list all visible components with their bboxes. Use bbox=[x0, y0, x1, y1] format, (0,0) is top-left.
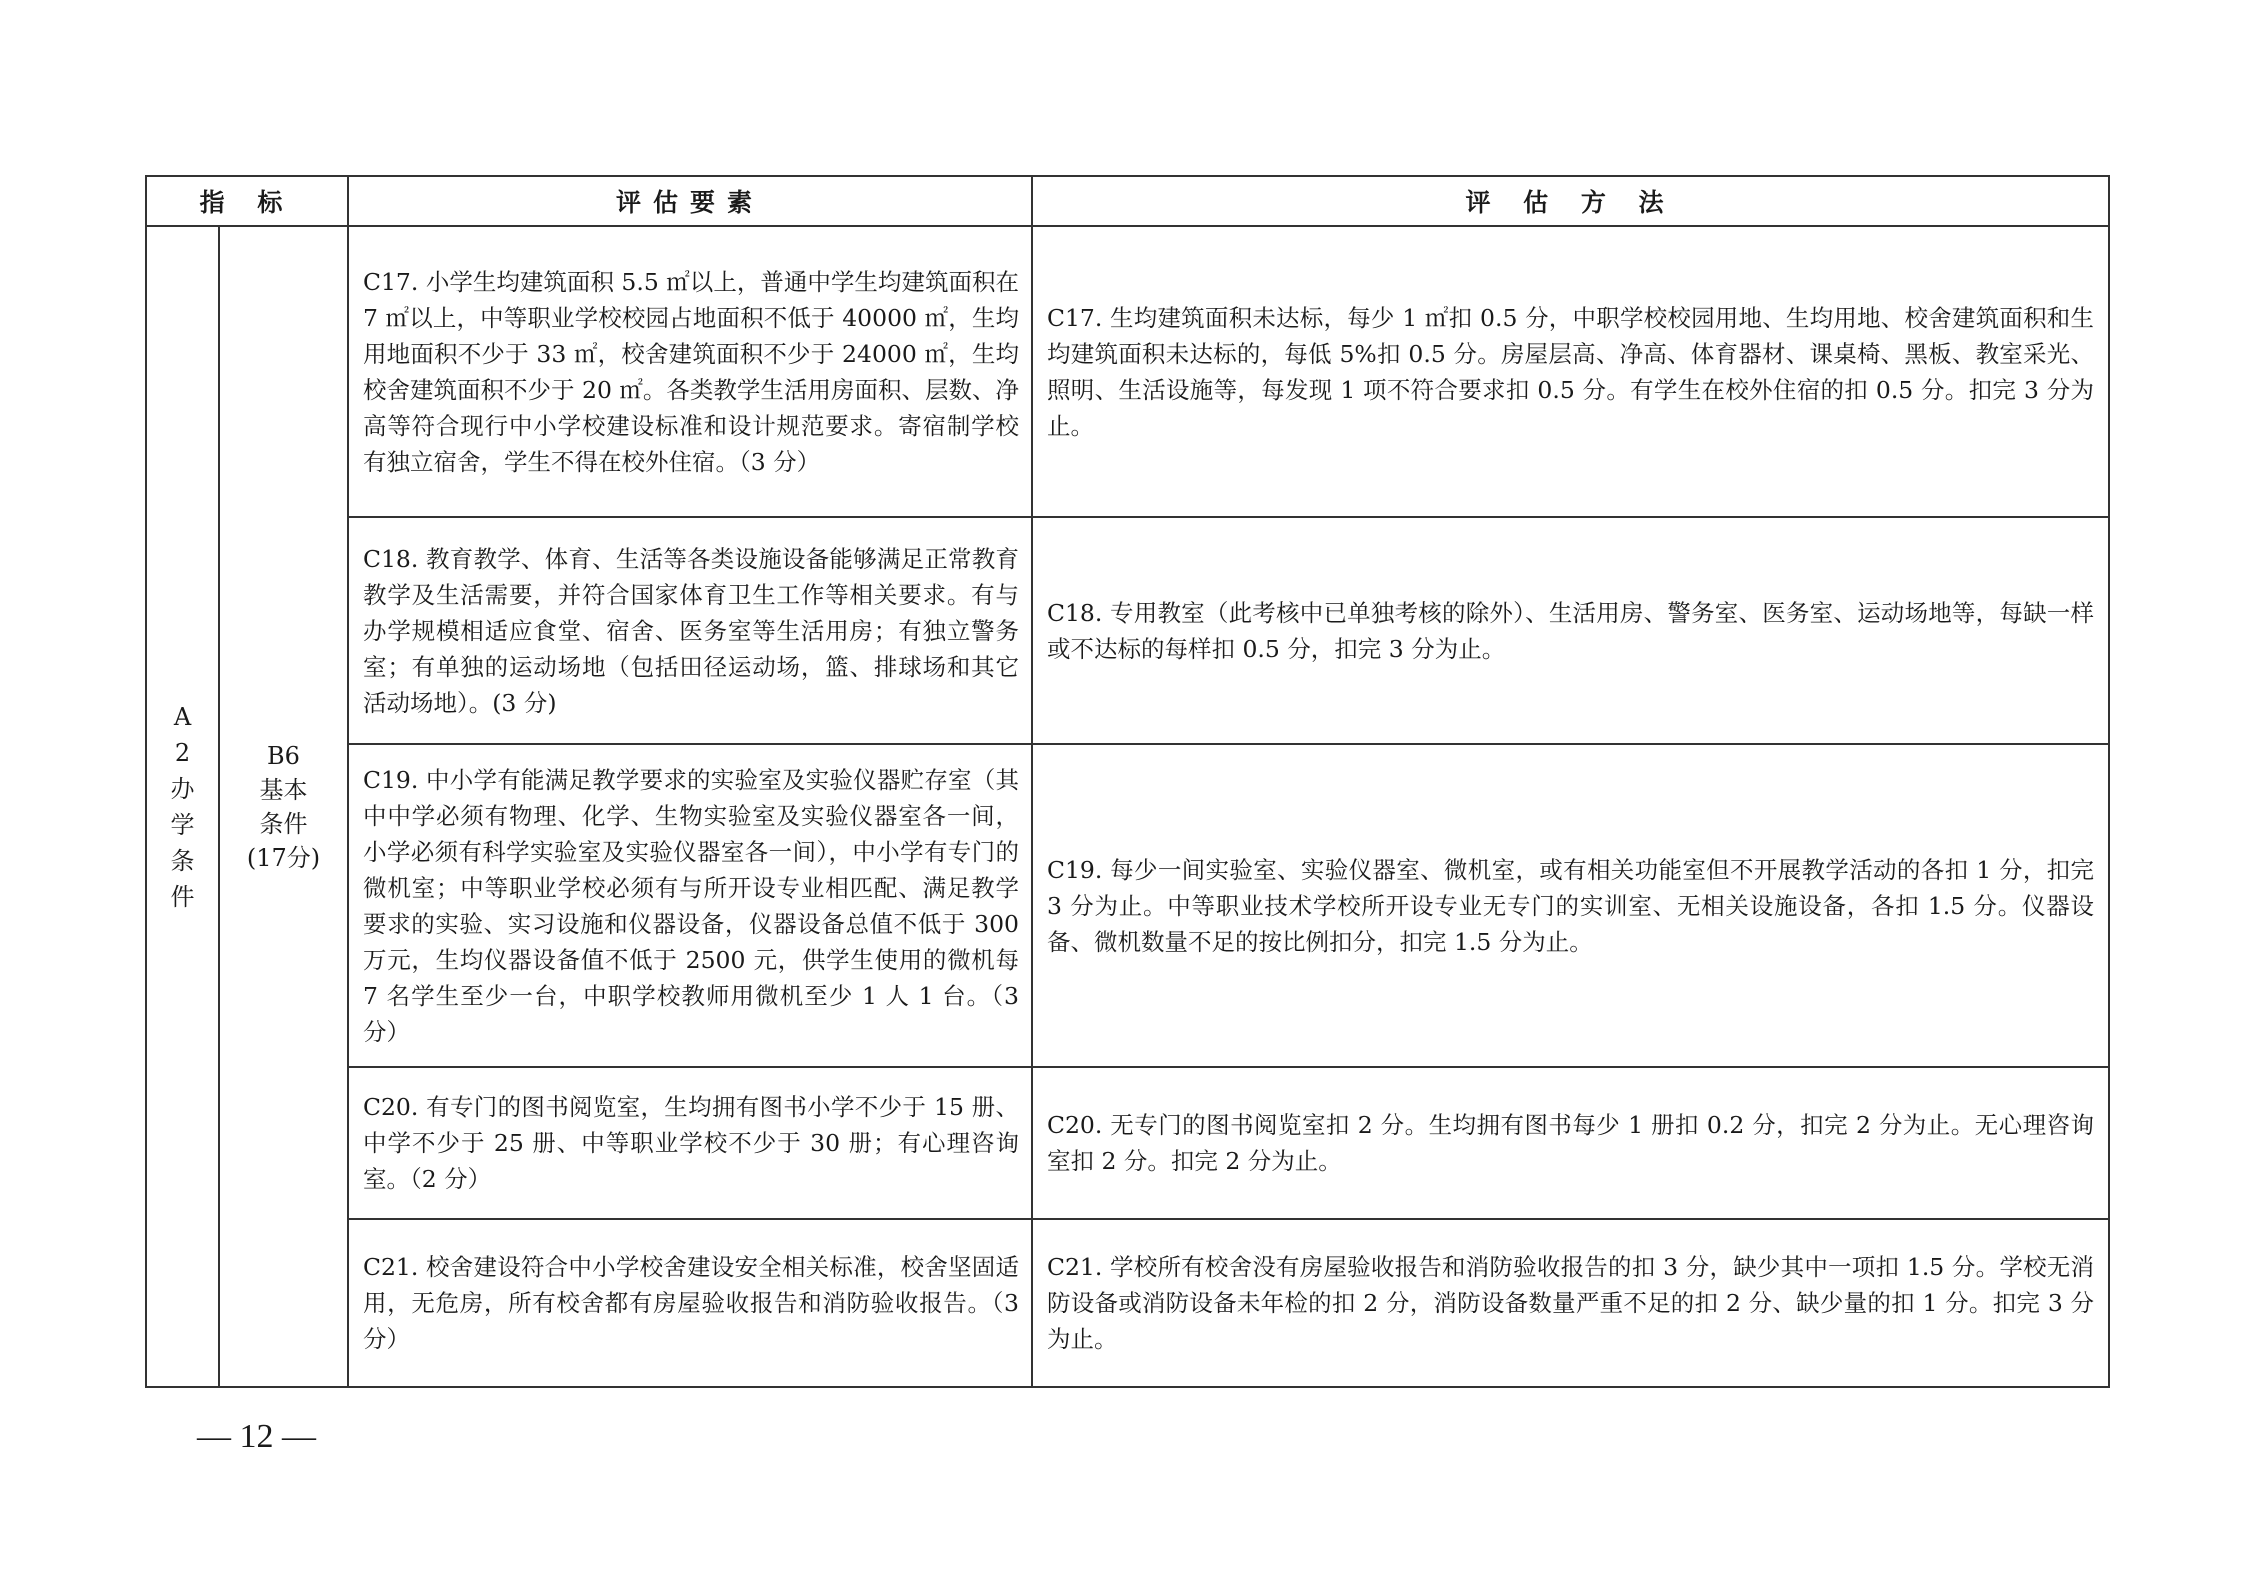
method-c19: C19. 每少一间实验室、实验仪器室、微机室，或有相关功能室但不开展教学活动的各扣 1 分，扣完 3 分为止。中等职业技术学校所开设专业无专门的实训室、无相关设施设备，各扣 1.5 分。仪器设备、微机数量不足的按比例扣分，扣完 1.5 分为止。 bbox=[1032, 744, 2109, 1067]
table-row bbox=[146, 744, 2109, 1067]
evaluation-table bbox=[145, 175, 2110, 1388]
method-c21: C21. 学校所有校舍没有房屋验收报告和消防验收报告的扣 3 分，缺少其中一项扣 1.5 分。学校无消防设备或消防设备未年检的扣 2 分，消防设备数量严重不足的扣 2 分、缺少量的扣 1 分。扣完 3 分为止。 bbox=[1032, 1219, 2109, 1387]
level-b-code: B6 bbox=[267, 741, 300, 770]
table-row bbox=[146, 517, 2109, 744]
header-elements: 评估要素 bbox=[348, 176, 1032, 226]
table-header-row bbox=[146, 176, 2109, 226]
level-a-cell bbox=[146, 226, 219, 1387]
header-method: 评 估 方 法 bbox=[1032, 176, 2109, 226]
table-row bbox=[146, 1067, 2109, 1219]
element-c18: C18. 教育教学、体育、生活等各类设施设备能够满足正常教育教学及生活需要，并符合国家体育卫生工作等相关要求。有与办学规模相适应食堂、宿舍、医务室等生活用房；有独立警务室；有单独的运动场地（包括田径运动场，篮、排球场和其它活动场地）。(3 分) bbox=[348, 517, 1032, 744]
element-c17: C17. 小学生均建筑面积 5.5 ㎡以上，普通中学生均建筑面积在 7 ㎡以上，中等职业学校校园占地面积不低于 40000 ㎡，生均用地面积不少于 33 ㎡，校舍建筑面积不少于 24000 ㎡，生均校舍建筑面积不少于 20 ㎡。各类教学生活用房面积、层数、净高等符合现行中小学校建设标准和设计规范要求。寄宿制学校有独立宿舍，学生不得在校外住宿。（3 分） bbox=[348, 226, 1032, 517]
level-b-score: (17分) bbox=[246, 843, 321, 872]
page-number: — 12 — bbox=[197, 1418, 316, 1455]
element-c21: C21. 校舍建设符合中小学校舍建设安全相关标准，校舍坚固适用，无危房，所有校舍都有房屋验收报告和消防验收报告。（3 分） bbox=[348, 1219, 1032, 1387]
level-b-name-line2: 条件 bbox=[259, 809, 308, 838]
element-c19: C19. 中小学有能满足教学要求的实验室及实验仪器贮存室（其中中学必须有物理、化学、生物实验室及实验仪器室各一间，小学必须有科学实验室及实验仪器室各一间），中小学有专门的微机室；中等职业学校必须有与所开设专业相匹配、满足教学要求的实验、实习设施和仪器设备，仪器设备总值不低于 300 万元，生均仪器设备值不低于 2500 元，供学生使用的微机每 7 名学生至少一台，中职学校教师用微机至少 1 人 1 台。（3 分） bbox=[348, 744, 1032, 1067]
level-a-label: A2办学条件 bbox=[170, 702, 195, 911]
method-c18: C18. 专用教室（此考核中已单独考核的除外）、生活用房、警务室、医务室、运动场地等，每缺一样或不达标的每样扣 0.5 分，扣完 3 分为止。 bbox=[1032, 517, 2109, 744]
header-indicator: 指 标 bbox=[146, 176, 348, 226]
element-c20: C20. 有专门的图书阅览室，生均拥有图书小学不少于 15 册、中学不少于 25 册、中等职业学校不少于 30 册；有心理咨询室。（2 分） bbox=[348, 1067, 1032, 1219]
method-c17: C17. 生均建筑面积未达标，每少 1 ㎡扣 0.5 分，中职学校校园用地、生均用地、校舍建筑面积和生均建筑面积未达标的，每低 5%扣 0.5 分。房屋层高、净高、体育器材、课桌椅、黑板、教室采光、照明、生活设施等，每发现 1 项不符合要求扣 0.5 分。有学生在校外住宿的扣 0.5 分。扣完 3 分为止。 bbox=[1032, 226, 2109, 517]
level-b-name-line1: 基本 bbox=[259, 775, 308, 804]
level-b-cell bbox=[219, 226, 348, 1387]
table-row bbox=[146, 226, 2109, 517]
method-c20: C20. 无专门的图书阅览室扣 2 分。生均拥有图书每少 1 册扣 0.2 分，扣完 2 分为止。无心理咨询室扣 2 分。扣完 2 分为止。 bbox=[1032, 1067, 2109, 1219]
table-row bbox=[146, 1219, 2109, 1387]
